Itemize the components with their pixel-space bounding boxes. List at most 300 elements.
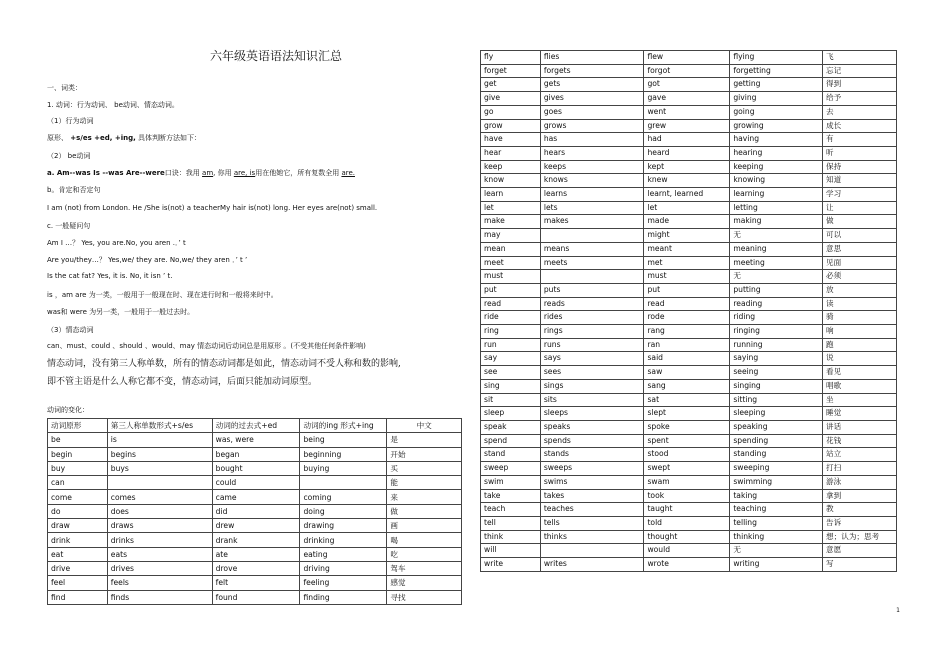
table-row [481,256,897,270]
table-cell: 想；认为；思考 [823,530,897,544]
table-cell: being [300,433,387,447]
table-cell: 做 [387,504,462,518]
text-line [47,221,90,231]
column-header: 第三人称单数形式+s/es [107,419,212,433]
table-cell: have [481,133,541,147]
table-cell: 意思 [823,242,897,256]
table-cell: got [644,78,730,92]
table-cell: can [48,476,108,490]
table-cell: put [644,283,730,297]
table-cell: know [481,174,541,188]
text-span: was和 were 为另一类，一般用于一般过去时。 [47,308,195,316]
text-span: 情态动词，没有第三人称单数，所有的情态动词都是如此，情态动词不受人称和数的影响, [47,359,401,369]
text-span: Is the cat fat? Yes, it is. No, it isn ’ t. [47,272,173,280]
table-cell: taking [730,489,823,503]
table-cell: 喝 [387,533,462,547]
table-cell: draws [107,519,212,533]
table-cell: grows [540,119,644,133]
table-cell: letting [730,201,823,215]
table-row [481,338,897,352]
text-line [47,238,186,248]
table-cell: 飞 [823,51,897,65]
table-cell: may [481,229,541,243]
table-cell: makes [540,215,644,229]
table-cell [540,270,644,284]
table-cell: bought [212,461,300,475]
text-line [47,168,355,178]
table-cell: sees [540,366,644,380]
text-span: （3）情态动词 [47,326,94,334]
table-cell: do [48,504,108,518]
table-row [481,297,897,311]
table-cell: 是 [387,433,462,447]
table-cell: had [644,133,730,147]
table-cell: finds [107,590,212,604]
text-line [47,83,82,93]
table-cell [540,229,644,243]
table-cell: said [644,352,730,366]
table-cell: hears [540,146,644,160]
table-cell: putting [730,283,823,297]
table-cell: buying [300,461,387,475]
table-cell: teach [481,503,541,517]
table-cell: speaks [540,420,644,434]
table-cell: 听 [823,146,897,160]
column-header: 动词原形 [48,419,108,433]
table-cell: let [644,201,730,215]
table-cell: might [644,229,730,243]
table-cell: sings [540,379,644,393]
table-cell: ringing [730,325,823,339]
text-line [47,290,278,300]
table-cell: made [644,215,730,229]
table-cell: 花钱 [823,434,897,448]
table-cell: 来 [387,490,462,504]
table-cell: swimming [730,475,823,489]
table-row [481,215,897,229]
table-cell: has [540,133,644,147]
page-title: 六年级英语语法知识汇总 [209,49,342,63]
table-cell: put [481,283,541,297]
table-row [481,78,897,92]
table-row [481,530,897,544]
table-cell: forgot [644,64,730,78]
text-span: Are you/they…？ Yes,we/ they are. No,we/ they aren ．’ t ’ [47,256,248,264]
text-span: 一、词类： [47,84,82,92]
table-cell: knew [644,174,730,188]
table-cell: hear [481,146,541,160]
table-cell: eating [300,547,387,561]
text-span: （2） be动词 [47,152,91,160]
text-line [47,307,194,317]
table-row [48,447,462,461]
table-cell: swims [540,475,644,489]
table-row [481,366,897,380]
table-cell: coming [300,490,387,504]
table-cell: be [48,433,108,447]
table-row [481,462,897,476]
text-line [47,341,366,351]
table-row [481,188,897,202]
text-line [47,116,93,126]
table-cell: spoke [644,420,730,434]
table-cell: 能 [387,476,462,490]
text-line [47,405,89,415]
table-cell: think [481,530,541,544]
table-cell: saw [644,366,730,380]
text-span: 即不管主语是什么人称它都不变，情态动词，后面只能加动词原型。 [47,377,318,387]
table-cell: let [481,201,541,215]
table-cell: speak [481,420,541,434]
table-cell: teaches [540,503,644,517]
table-cell: learn [481,188,541,202]
table-row [481,544,897,558]
table-cell: 告诉 [823,516,897,530]
text-line [47,133,201,143]
table-cell: flying [730,51,823,65]
table-cell: went [644,105,730,119]
table-cell: 驾车 [387,561,462,575]
table-cell: getting [730,78,823,92]
table-cell: growing [730,119,823,133]
table-row [48,576,462,590]
table-cell: buy [48,461,108,475]
table-row [481,283,897,297]
table-cell: keeping [730,160,823,174]
table-cell: knows [540,174,644,188]
table-cell: told [644,516,730,530]
table-cell: flies [540,51,644,65]
table-cell: 骑 [823,311,897,325]
table-cell: 见面 [823,256,897,270]
table-cell: seeing [730,366,823,380]
table-row [481,393,897,407]
table-cell: 忘记 [823,64,897,78]
table-cell: 去 [823,105,897,119]
text-line [47,100,179,110]
table-cell: learnt, learned [644,188,730,202]
table-cell: 成长 [823,119,897,133]
table-cell: stand [481,448,541,462]
table-row [481,92,897,106]
table-cell: sleeps [540,407,644,421]
table-cell: teaching [730,503,823,517]
table-cell: begin [48,447,108,461]
table-cell: 唱歌 [823,379,897,393]
table-cell: riding [730,311,823,325]
table-row [48,504,462,518]
table-cell: gave [644,92,730,106]
table-cell: forgetting [730,64,823,78]
table-cell: could [212,476,300,490]
table-row [481,119,897,133]
table-cell: drives [107,561,212,575]
table-cell: drinking [300,533,387,547]
table-row [481,489,897,503]
table-cell: 读 [823,297,897,311]
table-cell: feel [48,576,108,590]
table-cell: drive [48,561,108,575]
verb-table-left [47,418,462,605]
table-cell: rings [540,325,644,339]
table-cell: flew [644,51,730,65]
table-row [481,105,897,119]
table-cell: ran [644,338,730,352]
table-row [481,201,897,215]
table-cell: 得到 [823,78,897,92]
text-span: are, is [233,169,256,177]
table-cell: spending [730,434,823,448]
table-cell: took [644,489,730,503]
table-row [48,590,462,604]
table-cell: beginning [300,447,387,461]
table-cell: meant [644,242,730,256]
table-cell: feeling [300,576,387,590]
table-cell: sweeping [730,462,823,476]
table-cell: 可以 [823,229,897,243]
table-cell: grow [481,119,541,133]
table-cell: read [644,297,730,311]
table-row [48,476,462,490]
text-span: a. Am--was Is --was Are--were [47,169,165,177]
table-row [48,490,462,504]
table-cell: writes [540,558,644,572]
table-cell: draw [48,519,108,533]
table-row [481,242,897,256]
table-cell: 有 [823,133,897,147]
table-cell: standing [730,448,823,462]
text-span: 口诀：我用 [164,169,203,177]
text-span: I am (not) from London. He /She is(not) a teacherMy hair is(not) long. Her eyes are(not) small. [47,204,378,212]
table-cell: 教 [823,503,897,517]
table-cell: rode [644,311,730,325]
table-cell: find [48,590,108,604]
table-row [481,407,897,421]
table-row [481,352,897,366]
table-cell: 学习 [823,188,897,202]
table-cell: speaking [730,420,823,434]
table-cell: 画 [387,519,462,533]
table-cell: come [48,490,108,504]
table-cell: sing [481,379,541,393]
table-cell: taught [644,503,730,517]
table-cell: forgets [540,64,644,78]
text-line [47,151,90,161]
table-cell: spends [540,434,644,448]
table-cell: sang [644,379,730,393]
table-cell: learning [730,188,823,202]
table-cell: having [730,133,823,147]
table-cell: 感觉 [387,576,462,590]
table-cell: take [481,489,541,503]
text-span: are. [341,169,355,177]
text-span: 动词的变化： [47,406,89,414]
table-cell: must [481,270,541,284]
table-cell: saying [730,352,823,366]
table-cell: doing [300,504,387,518]
text-span: b。肯定和否定句 [47,186,101,194]
table-cell: 开始 [387,447,462,461]
table-cell: 无 [730,270,823,284]
table-cell: wrote [644,558,730,572]
table-cell: 买 [387,461,462,475]
table-cell: drank [212,533,300,547]
table-cell: drawing [300,519,387,533]
table-cell: 保持 [823,160,897,174]
table-cell: driving [300,561,387,575]
table-cell: learns [540,188,644,202]
table-row [481,270,897,284]
table-cell: tell [481,516,541,530]
table-cell: swept [644,462,730,476]
table-row [481,558,897,572]
table-row [481,379,897,393]
table-cell: does [107,504,212,518]
table-cell: reads [540,297,644,311]
table-cell: came [212,490,300,504]
table-cell [107,476,212,490]
table-cell: was, were [212,433,300,447]
table-cell: sat [644,393,730,407]
table-cell: drew [212,519,300,533]
table-cell: making [730,215,823,229]
table-cell: 打扫 [823,462,897,476]
table-cell: eats [107,547,212,561]
table-cell: grew [644,119,730,133]
table-row [48,547,462,561]
table-cell: go [481,105,541,119]
text-span: c. 一般疑问句 [47,222,91,230]
table-row [481,420,897,434]
table-row [481,51,897,65]
table-cell: says [540,352,644,366]
text-span: 原形、 [47,134,71,142]
table-row [48,461,462,475]
table-cell: sleep [481,407,541,421]
table-cell: 无 [730,544,823,558]
table-cell: 说 [823,352,897,366]
table-cell: writing [730,558,823,572]
table-cell: 站立 [823,448,897,462]
table-cell: swim [481,475,541,489]
table-cell: sweep [481,462,541,476]
table-cell: hearing [730,146,823,160]
verb-table-right [480,50,897,572]
text-span: +s/es +ed, +ing, [70,134,136,142]
table-cell: make [481,215,541,229]
text-span: am [202,169,214,177]
table-cell: thinks [540,530,644,544]
text-line [47,185,100,195]
table-cell: tells [540,516,644,530]
table-cell: 看见 [823,366,897,380]
table-row [48,533,462,547]
table-cell: begins [107,447,212,461]
table-cell: 让 [823,201,897,215]
table-cell: 意愿 [823,544,897,558]
table-cell: puts [540,283,644,297]
text-span: can、must、could 、should 、would、may 情态动词后动词总是用原形 。(不受其他任何条件影响) [47,342,366,350]
table-cell: give [481,92,541,106]
table-cell: knowing [730,174,823,188]
text-span: 用在他她它，所有复数全用 [255,169,342,177]
table-cell: rides [540,311,644,325]
text-line [47,356,401,369]
table-cell: kept [644,160,730,174]
table-cell: rang [644,325,730,339]
table-row [481,311,897,325]
table-cell: sitting [730,393,823,407]
table-cell: keeps [540,160,644,174]
table-cell: run [481,338,541,352]
table-cell: did [212,504,300,518]
table-cell [300,476,387,490]
table-cell: buys [107,461,212,475]
table-row [481,133,897,147]
table-row [481,325,897,339]
table-cell: 游泳 [823,475,897,489]
table-cell: is [107,433,212,447]
table-cell: 给予 [823,92,897,106]
table-row [481,503,897,517]
table-cell: stands [540,448,644,462]
table-cell: meets [540,256,644,270]
table-cell: 做 [823,215,897,229]
table-cell: eat [48,547,108,561]
table-cell: heard [644,146,730,160]
table-cell: 拿到 [823,489,897,503]
table-cell: write [481,558,541,572]
table-cell: sweeps [540,462,644,476]
table-cell: gives [540,92,644,106]
table-cell: swam [644,475,730,489]
table-row [481,434,897,448]
table-cell: 跑 [823,338,897,352]
table-row [481,64,897,78]
table-cell: singing [730,379,823,393]
table-cell: giving [730,92,823,106]
table-cell: say [481,352,541,366]
table-cell: gets [540,78,644,92]
table-cell: 写 [823,558,897,572]
table-row [48,561,462,575]
table-cell: slept [644,407,730,421]
table-cell: ring [481,325,541,339]
column-header: 中文 [387,419,462,433]
text-span: , 你用 [213,169,234,177]
table-cell: see [481,366,541,380]
table-cell: met [644,256,730,270]
table-cell: began [212,447,300,461]
table-cell: means [540,242,644,256]
text-line [47,255,247,265]
table-cell: meet [481,256,541,270]
table-cell: drinks [107,533,212,547]
table-cell: sleeping [730,407,823,421]
table-cell: 放 [823,283,897,297]
table-cell: will [481,544,541,558]
left-column [47,50,465,80]
table-cell: 寻找 [387,590,462,604]
table-cell: must [644,270,730,284]
table-cell: fly [481,51,541,65]
table-cell: reading [730,297,823,311]
table-row [481,516,897,530]
page-number: 1 [896,607,900,614]
table-cell: thought [644,530,730,544]
table-cell: 知道 [823,174,897,188]
table-cell: meeting [730,256,823,270]
